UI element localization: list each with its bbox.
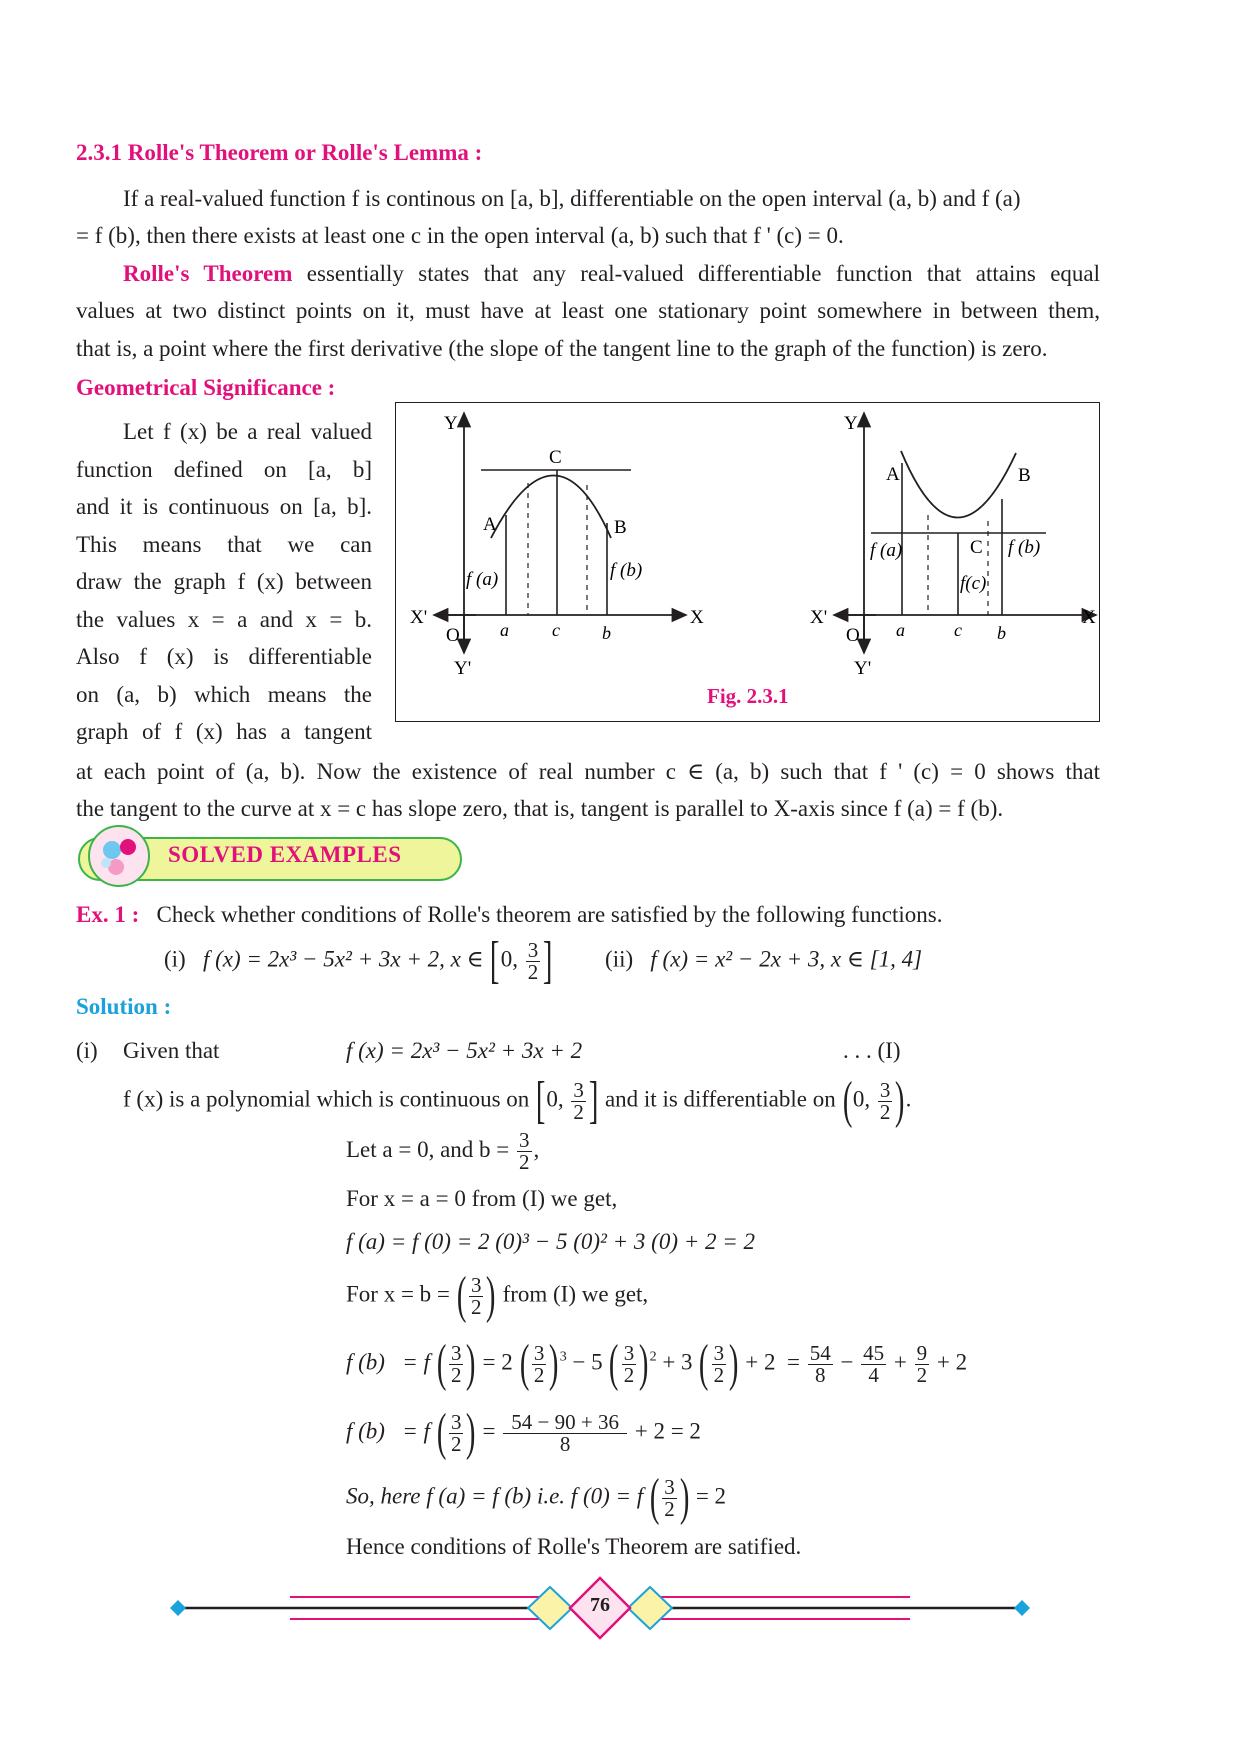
bracket-close: ] [543,932,553,989]
left-point-c: C [549,447,562,468]
part-ii-label: (ii) [605,946,634,972]
left-fa-label: f (a) [466,569,499,590]
left-y-neg-label: Y' [454,658,472,679]
frac-den: 2 [450,1431,462,1456]
solved-examples-title: SOLVED EXAMPLES [168,842,402,867]
geometry-side-line: graph of f (x) has a tangent [76,719,372,744]
minus-5: − 5 [572,1349,603,1375]
geometry-side-text [76,413,372,751]
right-graph [810,413,1096,679]
hence-line: Hence conditions of Rolle's Theorem are satified. [346,1534,802,1559]
fb-label: f (b) [346,1418,385,1444]
theorem-statement-line1: If a real-valued function f is continous on [a, b], differentiable on the open interval (a, b) and f (a) [123,186,1021,211]
frac-den: 2 [713,1362,725,1387]
so-here-line [346,1469,727,1526]
paren-open: ( [519,1335,529,1392]
frac-den: 2 [664,1496,675,1521]
rolle-theorem-label: Rolle's Theorem [123,261,293,286]
fraction-3-2 [622,1340,637,1387]
eq-f: = f [402,1418,430,1444]
right-fb-label: f (b) [1008,537,1041,558]
rolle-explanation-line3: that is, a point where the first derivative (the slope of the tangent line to the graph of the function) is zero. [76,336,1048,361]
fraction-3-2 [449,1409,464,1456]
paren-open: ( [436,1404,447,1461]
poly-text-1: f (x) is a polynomial which is continuous on [123,1086,530,1112]
left-x-label: X [690,607,704,628]
right-y-neg-label: Y' [854,658,872,679]
geometry-continuation-line2: the tangent to the curve at x = c has slope zero, that is, tangent is parallel to X-axis since f (a) = f (b). [76,796,1004,821]
fraction-big [503,1409,627,1456]
frac-num: 3 [519,1128,530,1152]
fraction-54-8 [808,1340,833,1387]
right-tick-c: c [954,620,962,640]
frac-den: 4 [861,1364,886,1386]
paren-close: ) [466,1404,476,1461]
rolle-explanation-line2: values at two distinct points on it, must have at least one stationary point somewhere in between them, [76,298,1100,323]
right-point-a: A [886,464,900,485]
frac-den: 2 [519,1150,530,1174]
paren-open: ( [436,1335,447,1392]
frac-den: 2 [450,1362,462,1387]
frac-num: 3 [623,1340,635,1365]
example-parts [164,932,1064,989]
left-tick-a: a [500,620,509,640]
right-tick-a: a [896,620,905,640]
eq-sign: = [482,1418,496,1444]
solution-part-i: (i) [76,1038,98,1063]
let-line: Let a = 0, and b = $\frac{3}{2}$ , [346,1128,540,1174]
frac-num: 9 [916,1340,928,1365]
frac-den: 2 [533,1362,545,1387]
rolle-figure [396,403,1099,721]
paren-open: ( [842,1072,852,1129]
right-x-label: X [1082,607,1096,628]
fraction-3-2 [449,1340,464,1387]
so-text-2: = 2 [695,1483,727,1509]
frac-den: 2 [623,1362,635,1387]
paren-open: ( [456,1267,467,1324]
rolle-explanation-line1 [123,255,1100,293]
frac-num: 45 [863,1340,885,1365]
bracket-open: [ [490,932,500,989]
paren-close: ) [639,1335,649,1392]
geometry-side-line: draw the graph f (x) between [76,569,372,594]
fraction-3-2 [469,1272,484,1319]
paren-open: ( [609,1335,619,1392]
frac-num: 3 [713,1340,725,1365]
polynomial-line: f (x) is a polynomial which is continuous on [0, $\frac{3}{2}$ ] and it is differentiable on (0, $\frac{3}{2}$ ). [123,1072,912,1129]
func-ii: f (x) = x² − 2x + 3, x ∈ [1, 4] [650,946,923,972]
fb-computation-1: f (b) = f ( $\frac{3}{2}$ ) = 2 ( $\frac{3}{2}$ )$^3$ − 5 ( $\frac{3}{2}$ )$^2$ + 3 ( $\frac{3}{2}$ ) + 2 = $\frac{54}{8}$ − $\frac{45}{4}$ + $\frac{9}{2}$ + 2 [346,1335,968,1392]
left-fb-label: f (b) [610,560,643,581]
theorem-statement-line2: = f (b), then there exists at least one c in the open interval (a, b) such that f ' (c) = 0. [76,223,844,248]
right-tick-b: b [997,623,1006,643]
left-point-b: B [614,517,627,538]
frac-den: 2 [527,959,539,984]
paren-close: ) [729,1335,739,1392]
puzzle-icon [86,823,152,889]
left-graph [410,413,704,679]
fraction-3-2 [878,1077,893,1124]
left-point-a: A [483,514,497,535]
right-fc-label: f(c) [960,573,987,594]
eq-f: = f [402,1349,430,1375]
fraction-9-2 [915,1340,930,1387]
right-origin-label: O [846,625,860,646]
plus-2: + 2 [936,1349,968,1375]
func-i: f (x) = 2x³ − 5x² + 3x + 2, x ∈ [202,946,484,972]
for-b-text-1: For x = b = [346,1281,450,1307]
plus-sign: + [893,1349,907,1375]
fraction-3-2 [532,1340,547,1387]
frac-num: 3 [533,1340,545,1365]
figure-box [395,402,1100,722]
geometry-side-line: the values x = a and x = b. [76,606,372,632]
paren-close: ) [486,1267,496,1324]
for-b-text-2: from (I) we get, [502,1281,649,1307]
fraction-3-2 [662,1474,677,1521]
let-text: Let a = 0, and b = [346,1136,510,1162]
frac-den: 2 [470,1294,482,1319]
fb-computation-2 [346,1404,701,1461]
example-label: Ex. 1 : [76,902,140,927]
paren-open: ( [649,1469,660,1526]
given-that: Given that [123,1038,220,1063]
left-x-neg-label: X' [410,607,428,628]
equation-tag: . . . (I) [843,1038,901,1063]
geometry-side-line: Let f (x) be a real valued [123,419,372,444]
right-fa-label: f (a) [870,540,903,561]
frac-num: 54 − 90 + 36 [511,1409,619,1434]
bracket-open-2: [ [535,1072,546,1129]
poly-text-2: and it is differentiable on [604,1086,836,1112]
fraction-3-2 [571,1077,586,1124]
frac-num: 3 [450,1340,462,1365]
right-point-c: C [970,537,983,558]
frac-den: 8 [503,1433,627,1455]
geometry-side-line: Also f (x) is differentiable [76,644,372,669]
fb-label: f (b) [346,1349,385,1375]
frac-num: 3 [664,1474,675,1499]
for-a-line: For x = a = 0 from (I) we get, [346,1186,618,1211]
for-b-line [346,1267,649,1324]
example-prompt: Check whether conditions of Rolle's theorem are satisfied by the following functions. [156,902,943,927]
solution-label: Solution : [76,994,172,1019]
paren-close: ) [549,1335,559,1392]
so-text-1: So, here f (a) = f (b) i.e. f (0) = f [346,1483,644,1509]
right-point-b: B [1018,465,1031,486]
zero-1: 0, [546,1086,564,1112]
frac-num: 3 [450,1409,462,1434]
left-origin-label: O [446,625,460,646]
figure-caption: Fig. 2.3.1 [707,684,789,708]
interval-i-left: 0, [500,946,518,972]
frac-num: 3 [470,1272,482,1297]
eq-2: = 2 [482,1349,513,1375]
paren-close: ) [679,1469,690,1526]
section-title: 2.3.1 Rolle's Theorem or Rolle's Lemma : [76,140,483,165]
left-tick-c: c [552,620,560,640]
geometry-side-line: function defined on [a, b] [76,456,372,482]
fraction-3-2 [517,1130,532,1173]
frac-num: 3 [573,1077,584,1102]
frac-num: 3 [879,1077,891,1102]
frac-den: 2 [916,1362,928,1387]
plus-3: + 3 [662,1349,693,1375]
left-y-label: Y [444,413,458,434]
geometry-side-line: on (a, b) which means the [76,681,372,707]
eq-sign: = [786,1349,800,1375]
given-equation: f (x) = 2x³ − 5x² + 3x + 2 [346,1038,583,1063]
geometry-side-line: This means that we can [76,531,372,557]
geometry-continuation-line1: at each point of (a, b). Now the existence of real number c ∈ (a, b) such that f ' (c) = 0 shows that [76,759,1100,784]
plus-2: + 2 [745,1349,776,1375]
rolle-explanation-text: essentially states that any real-valued differentiable function that attains equal [292,261,1100,286]
geometry-side-line: and it is continuous on [a, b]. [76,494,372,519]
frac-num: 54 [809,1340,831,1365]
fa-computation: f (a) = f (0) = 2 (0)³ − 5 (0)² + 3 (0) + 2 = 2 [346,1229,756,1254]
frac-den: 2 [879,1099,891,1124]
part-i-label: (i) [164,946,186,972]
frac-den: 8 [808,1364,833,1386]
fraction-3-2 [712,1340,727,1387]
fraction-3-2 [526,937,541,984]
end-2: + 2 = 2 [634,1418,701,1444]
right-x-neg-label: X' [810,607,828,628]
geometry-title: Geometrical Significance : [76,375,336,400]
minus-sign: − [840,1349,854,1375]
example-1 [76,896,1106,934]
frac-num: 3 [527,937,539,962]
right-y-label: Y [844,413,858,434]
bracket-close-2: ] [588,1072,599,1129]
left-tick-b: b [602,623,611,643]
paren-close: ) [466,1335,476,1392]
fraction-45-4 [861,1340,886,1387]
page-number: 76 [590,1594,610,1616]
frac-den: 2 [573,1099,584,1124]
left-curve [491,476,611,539]
paren-close: ) [895,1072,905,1129]
paren-open: ( [699,1335,709,1392]
zero-2: 0, [852,1086,871,1112]
